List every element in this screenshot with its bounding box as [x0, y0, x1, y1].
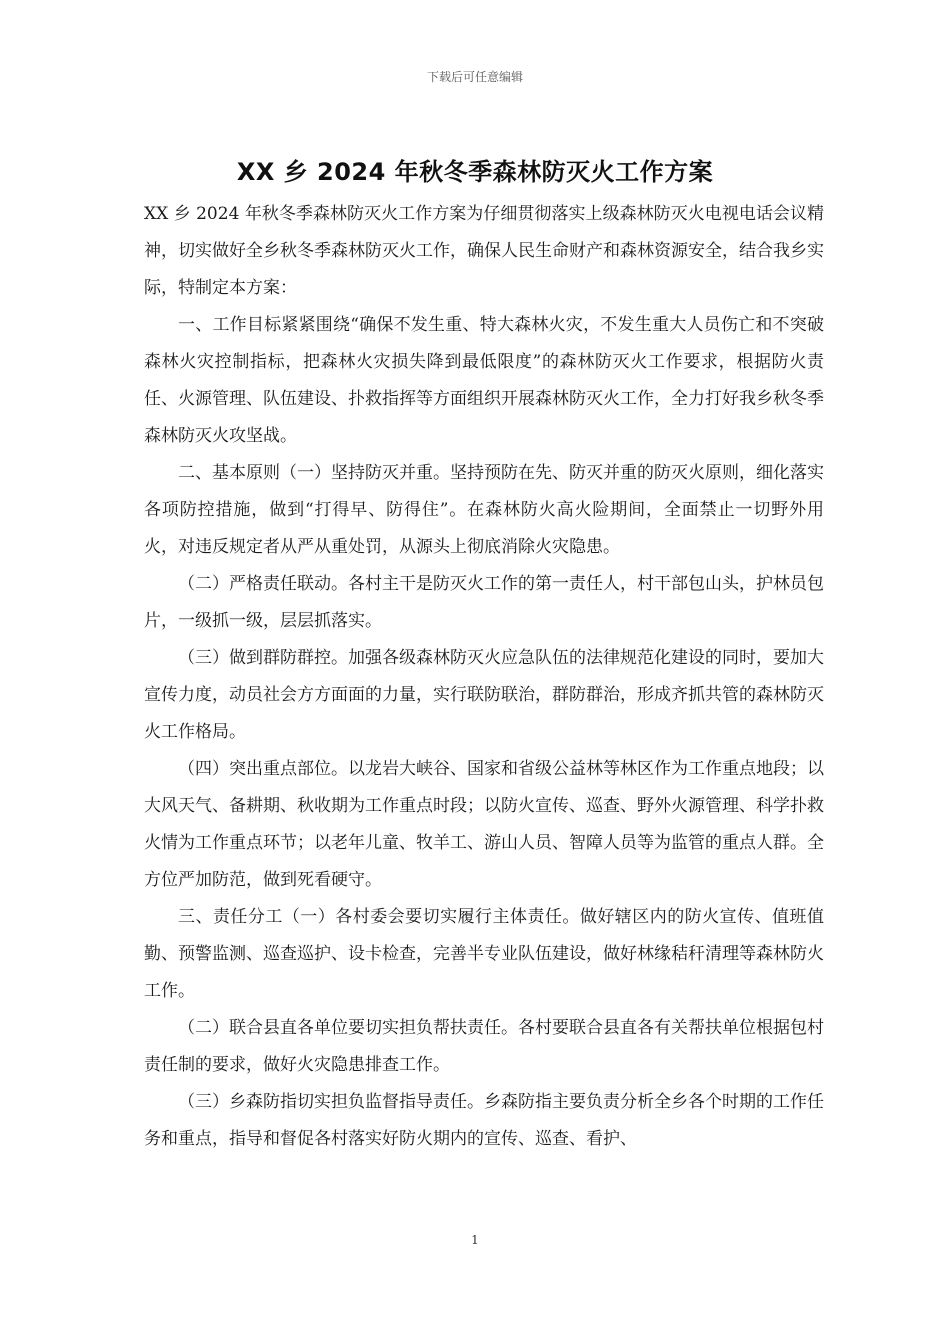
paragraph-division-of-duties: 三、责任分工（一）各村委会要切实履行主体责任。做好辖区内的防火宣传、值班值勤、预警监测、巡查巡护、设卡检查，完善半专业队伍建设，做好林缘秸秆清理等森林防火工作。: [144, 907, 824, 1001]
page-number: 1: [471, 1233, 479, 1247]
paragraph-work-goals: 一、工作目标紧紧围绕“确保不发生重、特大森林火灾，不发生重大人员伤亡和不突破森林火灾控制指标，把森林火灾损失降到最低限度”的森林防灭火工作要求，根据防火责任、火源管理、队伍建设、扑救指挥等方面组织开展森林防灭火工作，全力打好我乡秋冬季森林防灭火攻坚战。: [144, 315, 824, 446]
document-body: [144, 196, 824, 1158]
paragraph-responsibility-linkage: （二）严格责任联动。各村主干是防灭火工作的第一责任人，村干部包山头，护林员包片，一级抓一级，层层抓落实。: [144, 574, 824, 631]
paragraph-township-command: （三）乡森防指切实担负监督指导责任。乡森防指主要负责分析全乡各个时期的工作任务和重点，指导和督促各村落实好防火期内的宣传、巡查、看护、: [144, 1092, 824, 1149]
paragraph-county-units: （二）联合县直各单位要切实担负帮扶责任。各村要联合县直各有关帮扶单位根据包村责任制的要求，做好火灾隐患排查工作。: [144, 1018, 824, 1075]
document-title: XX 乡 2024 年秋冬季森林防灭火工作方案: [236, 158, 714, 186]
paragraph-key-areas: （四）突出重点部位。以龙岩大峡谷、国家和省级公益林等林区作为工作重点地段；以大风天气、备耕期、秋收期为工作重点时段；以防火宣传、巡查、野外火源管理、科学扑救火情为工作重点环节；以老年儿童、牧羊工、游山人员、智障人员等为监管的重点人群。全方位严加防范，做到死看硬守。: [144, 759, 824, 890]
paragraph-basic-principles: 二、基本原则（一）坚持防灭并重。坚持预防在先、防灭并重的防灭火原则，细化落实各项防控措施，做到“打得早、防得住”。在森林防火高火险期间，全面禁止一切野外用火，对违反规定者从严从重处罚，从源头上彻底消除火灾隐患。: [144, 463, 824, 557]
page-header: 下载后可任意编辑: [426, 70, 523, 84]
paragraph-mass-prevention: （三）做到群防群控。加强各级森林防灭火应急队伍的法律规范化建设的同时，要加大宣传力度，动员社会方方面面的力量，实行联防联治，群防群治，形成齐抓共管的森林防灭火工作格局。: [144, 648, 824, 742]
paragraph-intro: XX 乡 2024 年秋冬季森林防灭火工作方案为仔细贯彻落实上级森林防灭火电视电话会议精神，切实做好全乡秋冬季森林防灭火工作，确保人民生命财产和森林资源安全，结合我乡实际，特制定本方案：: [144, 204, 824, 298]
